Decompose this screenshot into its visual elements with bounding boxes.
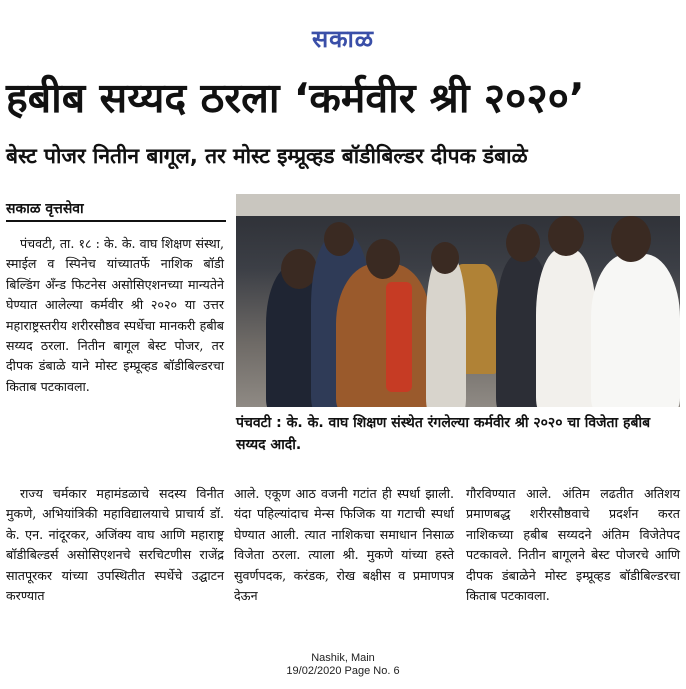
article-column-3 <box>466 484 680 606</box>
photo-head-shape <box>431 242 459 274</box>
photo-sash-shape <box>386 282 412 392</box>
article-paragraph-2: राज्य चर्मकार महामंडळाचे सदस्य विनीत मुकणे, अभियांत्रिकी महाविद्यालयाचे प्राचार्य डॉ. के. एन. नांदूरकर, अजिंक्य वाघ आणि महाराष्ट्र बॉडीबिल्डर्स असोसिएशनचे सरचिटणीस राजेंद्र सातपूरकर यांच्या उपस्थितीत स्पर्धेचे उद्घाटन करण्यात <box>6 486 224 604</box>
photo-person-shape <box>426 254 466 407</box>
subheadline: बेस्ट पोजर नितीन बागूल, तर मोस्ट इम्प्रूव्हड बॉडीबिल्डर दीपक डंबाळे <box>6 144 528 168</box>
headline: हबीब सय्यद ठरला ‘कर्मवीर श्री २०२०’ <box>6 74 585 122</box>
photo-head-shape <box>506 224 540 262</box>
photo-caption: पंचवटी : के. के. वाघ शिक्षण संस्थेत रंगलेल्या कर्मवीर श्री २०२० चा विजेता हबीब सय्यद आदी. <box>236 415 651 453</box>
article-column-1-continued <box>6 484 224 606</box>
news-photo <box>236 194 680 407</box>
byline: सकाळ वृत्तसेवा <box>6 201 84 217</box>
article-column-1 <box>6 234 224 397</box>
photo-head-shape <box>324 222 354 256</box>
photo-head-shape <box>548 216 584 256</box>
edition-label: Nashik, Main <box>311 652 375 664</box>
photo-winner-shape <box>336 264 431 407</box>
article-paragraph-1: पंचवटी, ता. १८ : के. के. वाघ शिक्षण संस्था, स्माईल व स्पिनेच यांच्यातर्फे नाशिक बॉडी बिल्डिंग अँन्ड फिटनेस असोसिएशनच्या मान्यतेने घेण्यात आलेल्या कर्मवीर श्री २०२० या उत्तर महाराष्ट्रस्तरीय शरीरसौष्ठव स्पर्धेचा मानकरी हबीब सय्यद ठरला. नितीन बागूल बेस्ट पोजर, तर दीपक डंबाळे याने मोस्ट इम्प्रूव्हड बॉडीबिल्डरचा किताब पटकावला. <box>6 236 224 394</box>
date-page-label: 19/02/2020 Page No. 6 <box>286 665 400 677</box>
article-paragraph-3: आले. एकूण आठ वजनी गटांत ही स्पर्धा झाली. यंदा पहिल्यांदाच मेन्स फिजिक या गटाची स्पर्धा घेण्यात आली. त्यात नाशिकचा समाधान निसाळ विजेता ठरला. त्याला श्री. मुकणे यांच्या हस्ते सुवर्णपदक, करंडक, रोख बक्षीस व प्रमाणपत्र देऊन <box>234 486 454 604</box>
photo-head-shape <box>611 216 651 262</box>
article-paragraph-4: गौरविण्यात आले. अंतिम लढतीत अतिशय प्रमाणबद्ध शरीरसौष्ठवाचे प्रदर्शन करत नाशिकच्या हबीब सय्यदने अंतिम विजेतेपद पटकावले. नितीन बागूलने बेस्ट पोजरचे आणि दीपक डंबाळेने मोस्ट इम्प्रूव्हड बॉडीबिल्डरचा किताब पटकावला. <box>466 486 680 604</box>
byline-rule <box>6 220 226 222</box>
photo-person-shape <box>536 249 596 407</box>
page-footer <box>0 652 686 678</box>
photo-backdrop-banner <box>236 194 680 216</box>
article-column-2 <box>234 484 454 606</box>
photo-head-shape <box>366 239 400 279</box>
photo-person-shape <box>591 254 680 407</box>
newspaper-masthead: सकाळ <box>311 25 375 53</box>
